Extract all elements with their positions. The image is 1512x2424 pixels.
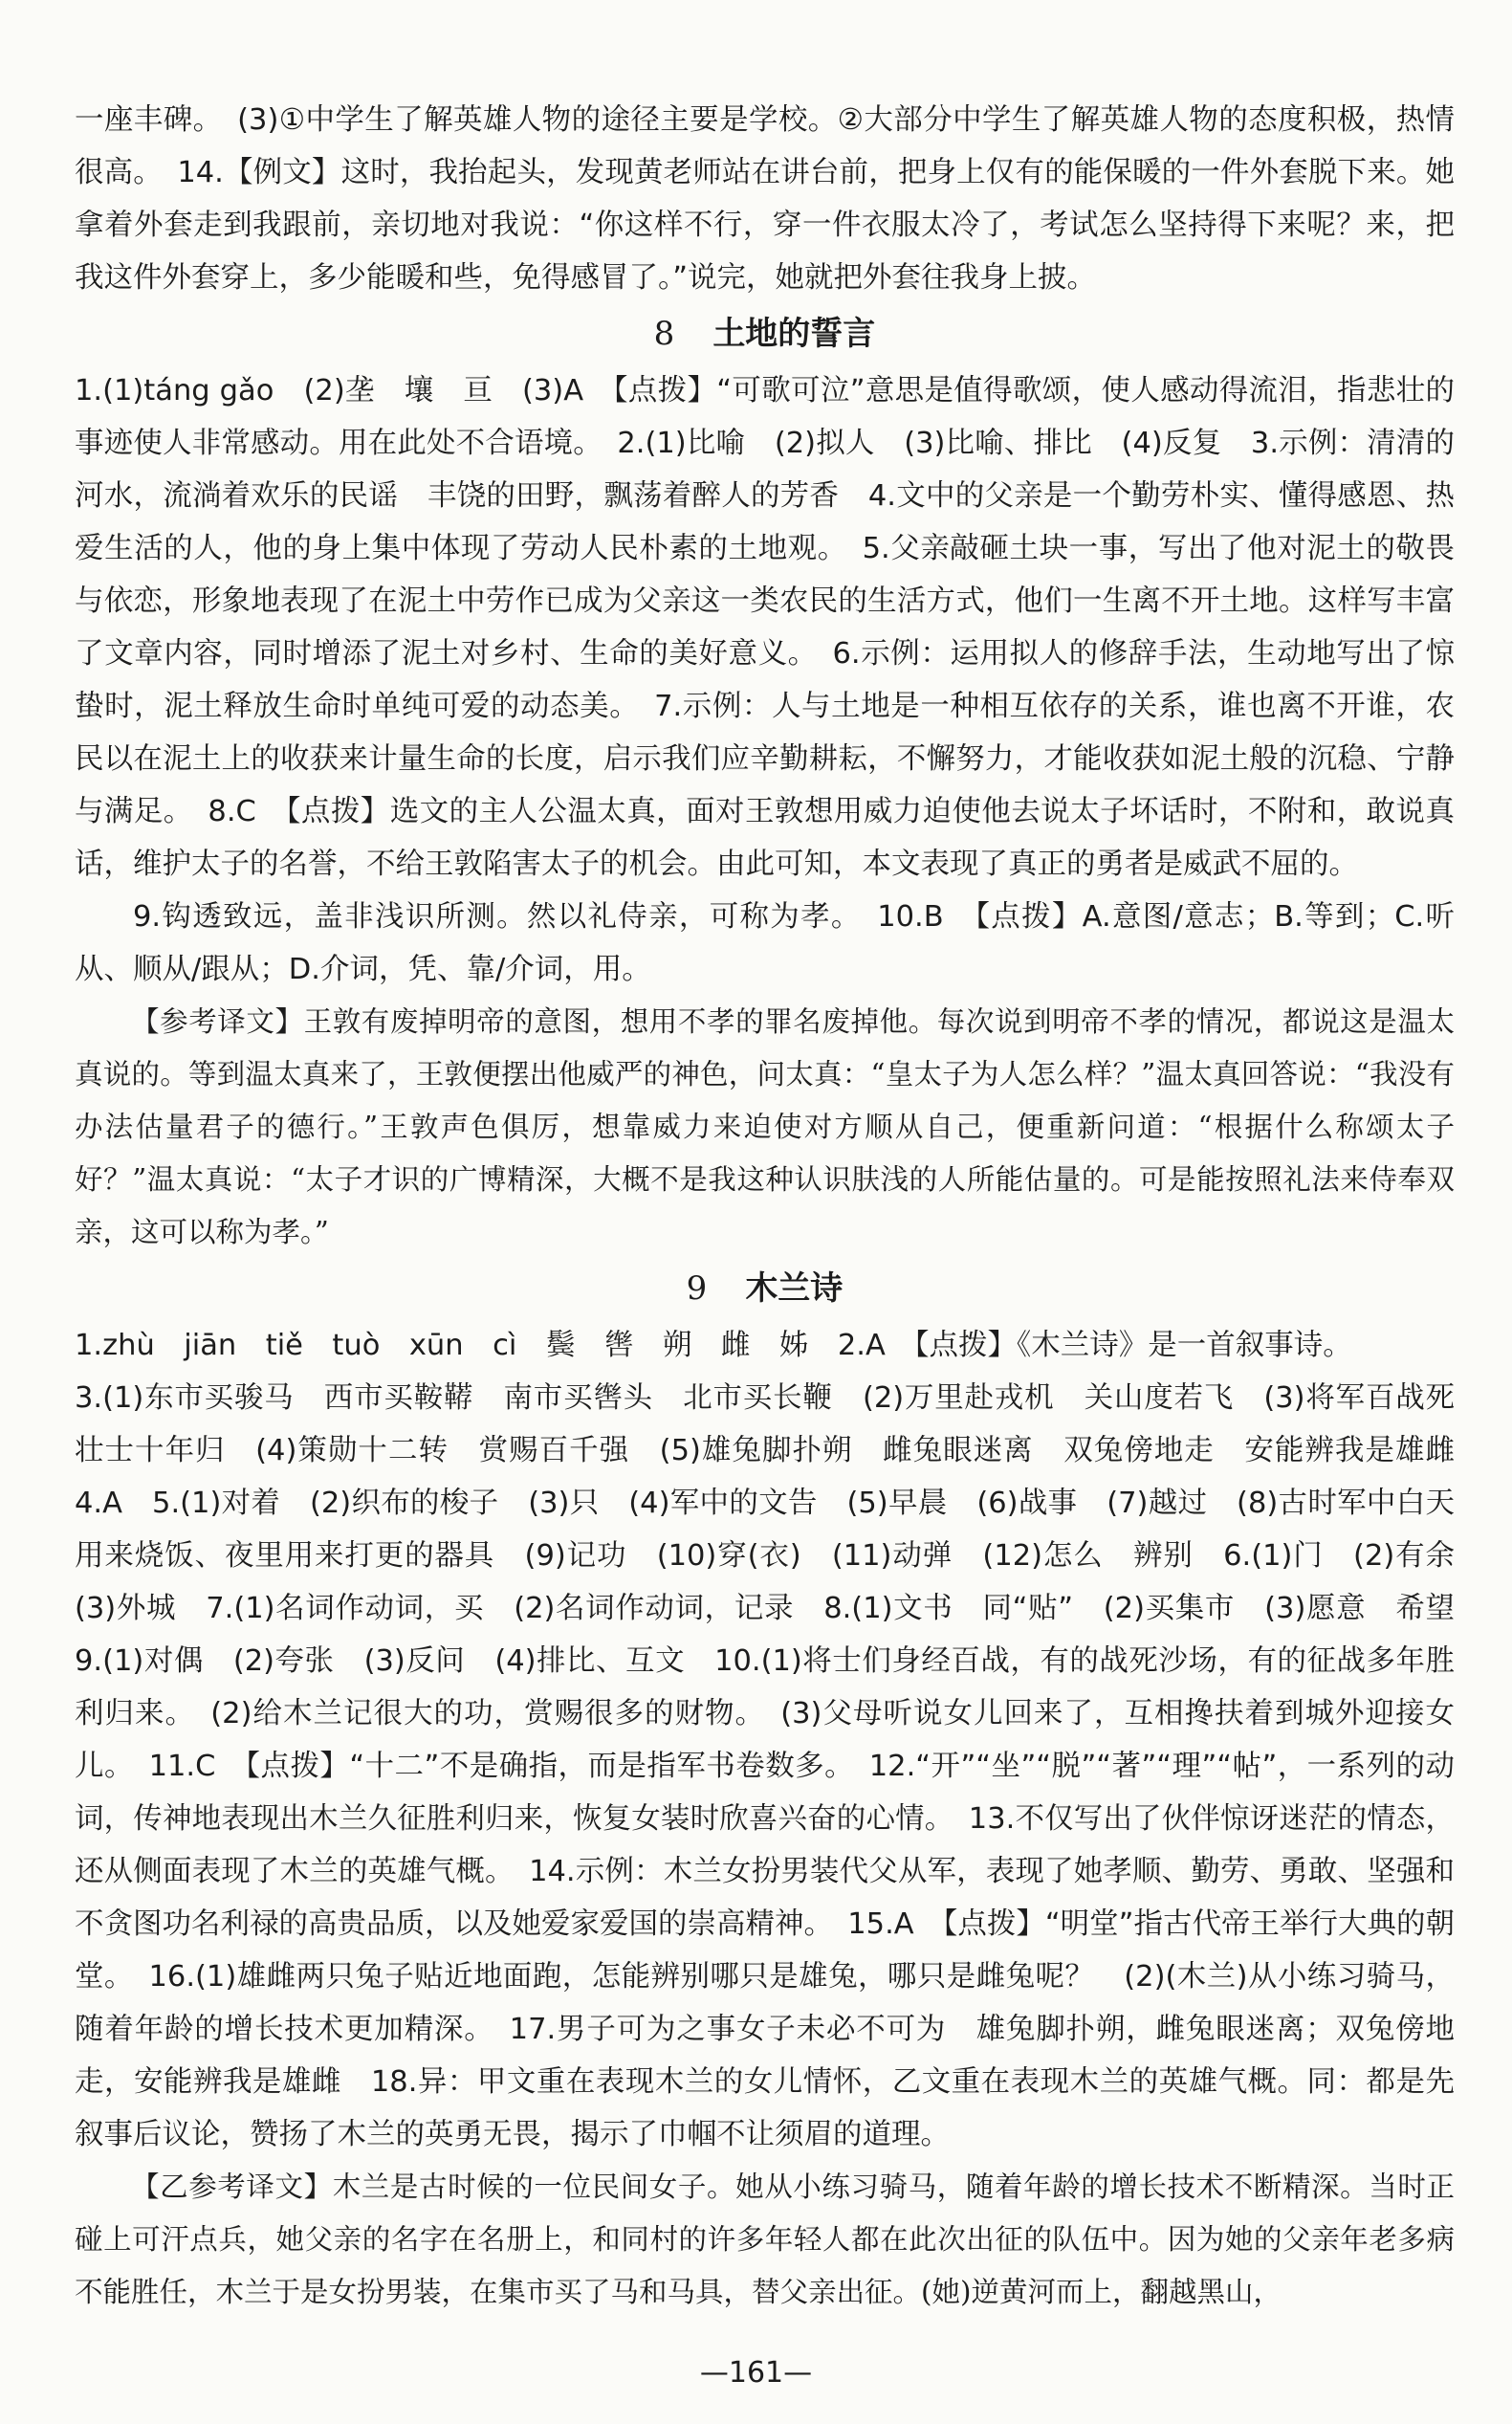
section-8-answers-9-10: 9.钩透致远，盖非浅识所测。然以礼侍亲，可称为孝。 10.B 【点拨】A.意图/意志；B.等到；C.听从、顺从/跟从；D.介词，凭、靠/介词，用。 [75, 900, 1455, 986]
section-8-number: 8 [653, 315, 675, 353]
section-9-title: 木兰诗 [745, 1269, 844, 1308]
section-8-title: 土地的誓言 [712, 315, 876, 353]
section-8-heading [75, 308, 1455, 361]
page-number: —161— [699, 2356, 813, 2390]
section-9-translation: 【乙参考译文】木兰是古时候的一位民间女子。她从小练习骑马，随着年龄的增长技术不断精深。当时正碰上可汗点兵，她父亲的名字在名册上，和同村的许多年轻人都在此次出征的队伍中。因为她的父亲年老多病不能胜任，木兰于是女扮男装，在集市买了马和马具，替父亲出征。(她)逆黄河而上，翻越黑山， [75, 2171, 1455, 2308]
section-9-answers: 3.(1)东市买骏马 西市买鞍鞯 南市买辔头 北市买长鞭 (2)万里赴戎机 关山度若飞 (3)将军百战死 壮士十年归 (4)策勋十二转 赏赐百千强 (5)雄兔脚扑朔 雌兔眼迷离 双兔傍地走 安能辨我是雄雌 4.A 5.(1)对着 (2)织布的梭子 (3)只 (4)军中的文告 (5)早晨 (6)战事 (7)越过 (8)古时军中白天用来烧饭、夜里用来打更的器具 (9)记功 (10)穿(衣) (11)动弹 (12)怎么 辨别 6.(1)门 (2)有余 (3)外城 7.(1)名词作动词，买 (2)名词作动词，记录 8.(1)文书 同“贴” (2)买集市 (3)愿意 希望 9.(1)对偶 (2)夸张 (3)反问 (4)排比、互文 10.(1)将士们身经百战，有的战死沙场，有的征战多年胜利归来。 (2)给木兰记很大的功，赏赐很多的财物。 (3)父母听说女儿回来了，互相搀扶着到城外迎接女儿。 11.C 【点拨】“十二”不是确指，而是指军书卷数多。 12.“开”“坐”“脱”“著”“理”“帖”，一系列的动词，传神地表现出木兰久征胜利归来，恢复女装时欣喜兴奋的心情。 13.不仅写出了伙伴惊讶迷茫的情态，还从侧面表现了木兰的英雄气概。 14.示例：木兰女扮男装代父从军，表现了她孝顺、勤劳、勇敢、坚强和不贪图功名利禄的高贵品质，以及她爱家爱国的崇高精神。 15.A 【点拨】“明堂”指古代帝王举行大典的朝堂。 16.(1)雄雌两只兔子贴近地面跑，怎能辨别哪只是雄兔，哪只是雌兔呢？ (2)(木兰)从小练习骑马，随着年龄的增长技术更加精深。 17.男子可为之事女子未必不可为 雄兔脚扑朔，雌兔眼迷离；双兔傍地走，安能辨我是雄雌 18.异：甲文重在表现木兰的女儿情怀，乙文重在表现木兰的英雄气概。同：都是先叙事后议论，赞扬了木兰的英勇无畏，揭示了巾帼不让须眉的道理。 [75, 1381, 1484, 2151]
intro-paragraph: 一座丰碑。 (3)①中学生了解英雄人物的途径主要是学校。②大部分中学生了解英雄人物的态度积极，热情很高。 14.【例文】这时，我抬起头，发现黄老师站在讲台前，把身上仅有的能保暖的一件外套脱下来。她拿着外套走到我跟前，亲切地对我说：“你这样不行，穿一件衣服太冷了，考试怎么坚持得下来呢？来，把我这件外套穿上，多少能暖和些，免得感冒了。”说完，她就把外套往我身上披。 [75, 103, 1455, 295]
section-9-heading [75, 1263, 1455, 1315]
section-9-number: 9 [686, 1269, 708, 1308]
section-8-translation: 【参考译文】王敦有废掉明帝的意图，想用不孝的罪名废掉他。每次说到明帝不孝的情况，都说这是温太真说的。等到温太真来了，王敦便摆出他威严的神色，问太真：“皇太子为人怎么样？”温太真回答说：“我没有办法估量君子的德行。”王敦声色俱厉，想靠威力来迫使对方顺从自己，便重新问道：“根据什么称颂太子好？”温太真说：“太子才识的广博精深，大概不是我这种认识肤浅的人所能估量的。可是能按照礼法来侍奉双亲，这可以称为孝。” [75, 1005, 1455, 1248]
section-8-answers: 1.(1)táng gǎo (2)垄 壤 亘 (3)A 【点拨】“可歌可泣”意思是值得歌颂，使人感动得流泪，指悲壮的事迹使人非常感动。用在此处不合语境。 2.(1)比喻 (2)拟人 (3)比喻、排比 (4)反复 3.示例：清清的河水，流淌着欢乐的民谣 丰饶的田野，飘荡着醉人的芳香 4.文中的父亲是一个勤劳朴实、懂得感恩、热爱生活的人，他的身上集中体现了劳动人民朴素的土地观。 5.父亲敲砸土块一事，写出了他对泥土的敬畏与依恋，形象地表现了在泥土中劳作已成为父亲这一类农民的生活方式，他们一生离不开土地。这样写丰富了文章内容，同时增添了泥土对乡村、生命的美好意义。 6.示例：运用拟人的修辞手法，生动地写出了惊蛰时，泥土释放生命时单纯可爱的动态美。 7.示例：人与土地是一种相互依存的关系，谁也离不开谁，农民以在泥土上的收获来计量生命的长度，启示我们应辛勤耕耘，不懈努力，才能收获如泥土般的沉稳、宁静与满足。 8.C 【点拨】选文的主人公温太真，面对王敦想用威力迫使他去说太子坏话时，不附和，敢说真话，维护太子的名誉，不给王敦陷害太子的机会。由此可知，本文表现了真正的勇者是威武不屈的。 [75, 374, 1455, 881]
section-9-answers-1-2: 1.zhù jiān tiě tuò xūn cì 鬓 辔 朔 雌 姊 2.A 【点拨】《木兰诗》是一首叙事诗。 [75, 1329, 1352, 1362]
